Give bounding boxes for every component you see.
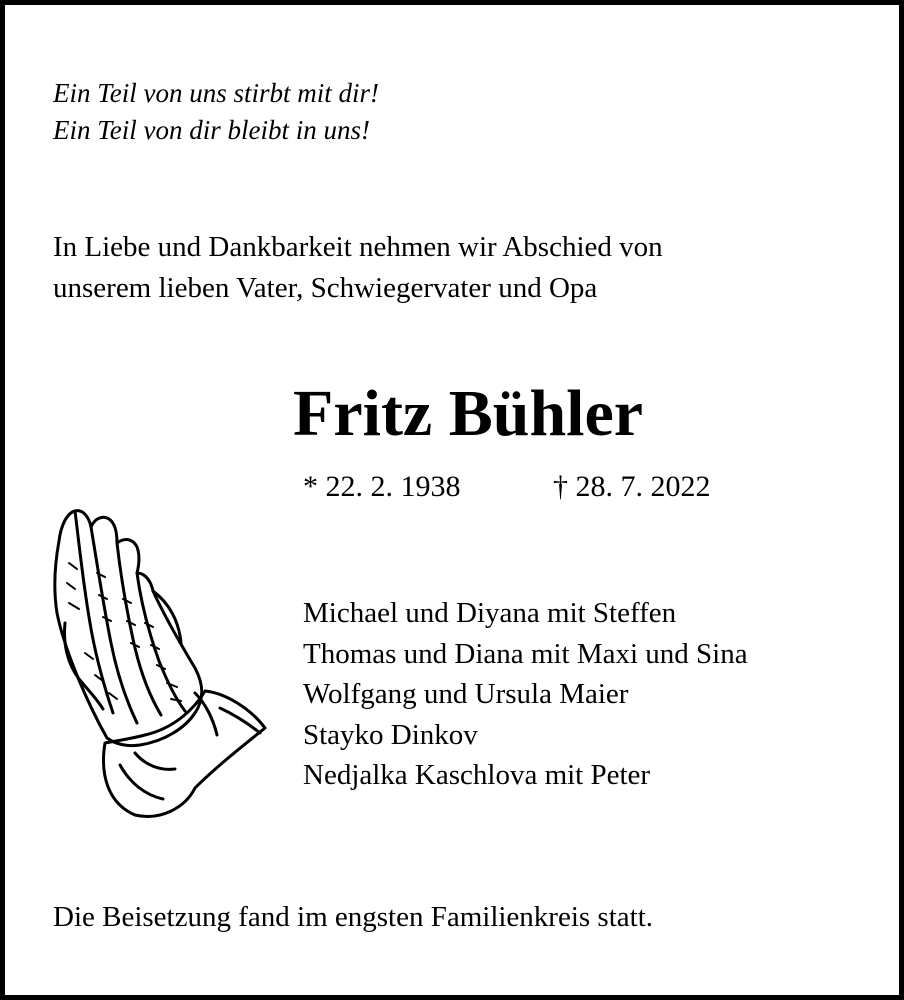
intro-text xyxy=(53,227,663,309)
intro-line-1: In Liebe und Dankbarkeit nehmen wir Abschied von xyxy=(53,231,663,263)
motto-line-2: Ein Teil von dir bleibt in uns! xyxy=(53,115,370,145)
death-date: † 28. 7. 2022 xyxy=(553,470,711,503)
mourner-line: Nedjalka Kaschlova mit Peter xyxy=(303,759,651,791)
intro-line-2: unserem lieben Vater, Schwiegervater und Opa xyxy=(53,272,598,304)
mourner-line: Wolfgang und Ursula Maier xyxy=(303,678,629,710)
motto-line-1: Ein Teil von uns stirbt mit dir! xyxy=(53,78,380,108)
closing-note: Die Beisetzung fand im engsten Familienkreis statt. xyxy=(53,901,654,933)
praying-hands-icon xyxy=(45,503,275,823)
deceased-name: Fritz Bühler xyxy=(293,377,644,450)
birth-date: * 22. 2. 1938 xyxy=(303,470,461,503)
mourners-list xyxy=(303,593,748,796)
mourner-line: Thomas und Diana mit Maxi und Sina xyxy=(303,637,748,670)
mourner-line: Michael und Diyana mit Steffen xyxy=(303,597,677,629)
mourner-line: Stayko Dinkov xyxy=(303,718,478,751)
motto xyxy=(53,75,379,149)
